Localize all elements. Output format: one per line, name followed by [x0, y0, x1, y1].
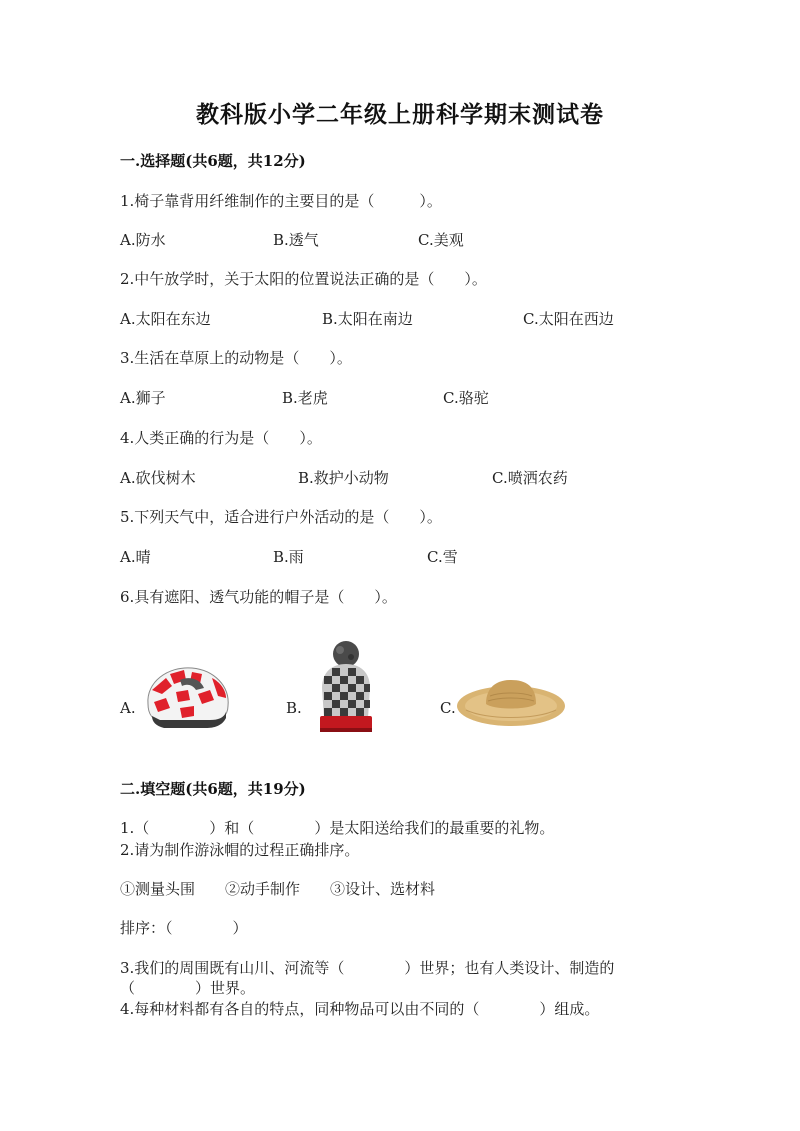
q4-option-c[interactable]: C.喷洒农药 [492, 469, 568, 487]
fill-question-1: 1.（ ）和（ ）是太阳送给我们的最重要的礼物。 [120, 819, 555, 837]
page-title: 教科版小学二年级上册科学期末测试卷 [196, 101, 604, 128]
bicycle-helmet-image [140, 660, 234, 732]
q6-option-b[interactable]: B. [286, 699, 302, 717]
fill-question-4: 4.每种材料都有各自的特点，同种物品可以由不同的（ ）组成。 [120, 1000, 600, 1018]
q5-option-b[interactable]: B.雨 [273, 548, 304, 566]
q6-option-a[interactable]: A. [120, 699, 136, 717]
section-1-heading: 一.选择题(共6题，共12分) [120, 152, 306, 170]
q1-option-a[interactable]: A.防水 [120, 231, 166, 249]
q1-option-c[interactable]: C.美观 [418, 231, 464, 249]
q4-option-b[interactable]: B.救护小动物 [298, 469, 389, 487]
q3-option-b[interactable]: B.老虎 [282, 389, 328, 407]
fill-question-3-line2: （ ）世界。 [120, 979, 256, 997]
q1-option-b[interactable]: B.透气 [273, 231, 319, 249]
fill-question-2-steps: ①测量头围 ②动手制作 ③设计、选材料 [120, 880, 436, 898]
straw-sun-hat-image [456, 672, 566, 728]
q2-option-c[interactable]: C.太阳在西边 [523, 310, 614, 328]
q4-option-a[interactable]: A.砍伐树木 [120, 469, 196, 487]
q5-option-c[interactable]: C.雪 [427, 548, 458, 566]
q6-option-c[interactable]: C. [440, 699, 456, 717]
section-2-heading: 二.填空题(共6题，共19分) [120, 780, 306, 798]
fill-question-2-order[interactable]: 排序：（ ） [120, 919, 248, 937]
checkered-knit-hat-image [316, 640, 374, 736]
question-6: 6.具有遮阳、透气功能的帽子是（ ）。 [120, 588, 397, 606]
question-4: 4.人类正确的行为是（ ）。 [120, 429, 322, 447]
question-1: 1.椅子靠背用纤维制作的主要目的是（ ）。 [120, 192, 442, 210]
question-5: 5.下列天气中，适合进行户外活动的是（ ）。 [120, 508, 442, 526]
question-2: 2.中午放学时，关于太阳的位置说法正确的是（ ）。 [120, 270, 487, 288]
q5-option-a[interactable]: A.晴 [120, 548, 151, 566]
q3-option-c[interactable]: C.骆驼 [443, 389, 489, 407]
fill-question-2: 2.请为制作游泳帽的过程正确排序。 [120, 841, 360, 859]
fill-question-3-line1: 3.我们的周围既有山川、河流等（ ）世界；也有人类设计、制造的 [120, 959, 615, 977]
q2-option-a[interactable]: A.太阳在东边 [120, 310, 211, 328]
q2-option-b[interactable]: B.太阳在南边 [322, 310, 413, 328]
q3-option-a[interactable]: A.狮子 [120, 389, 166, 407]
question-3: 3.生活在草原上的动物是（ ）。 [120, 349, 352, 367]
